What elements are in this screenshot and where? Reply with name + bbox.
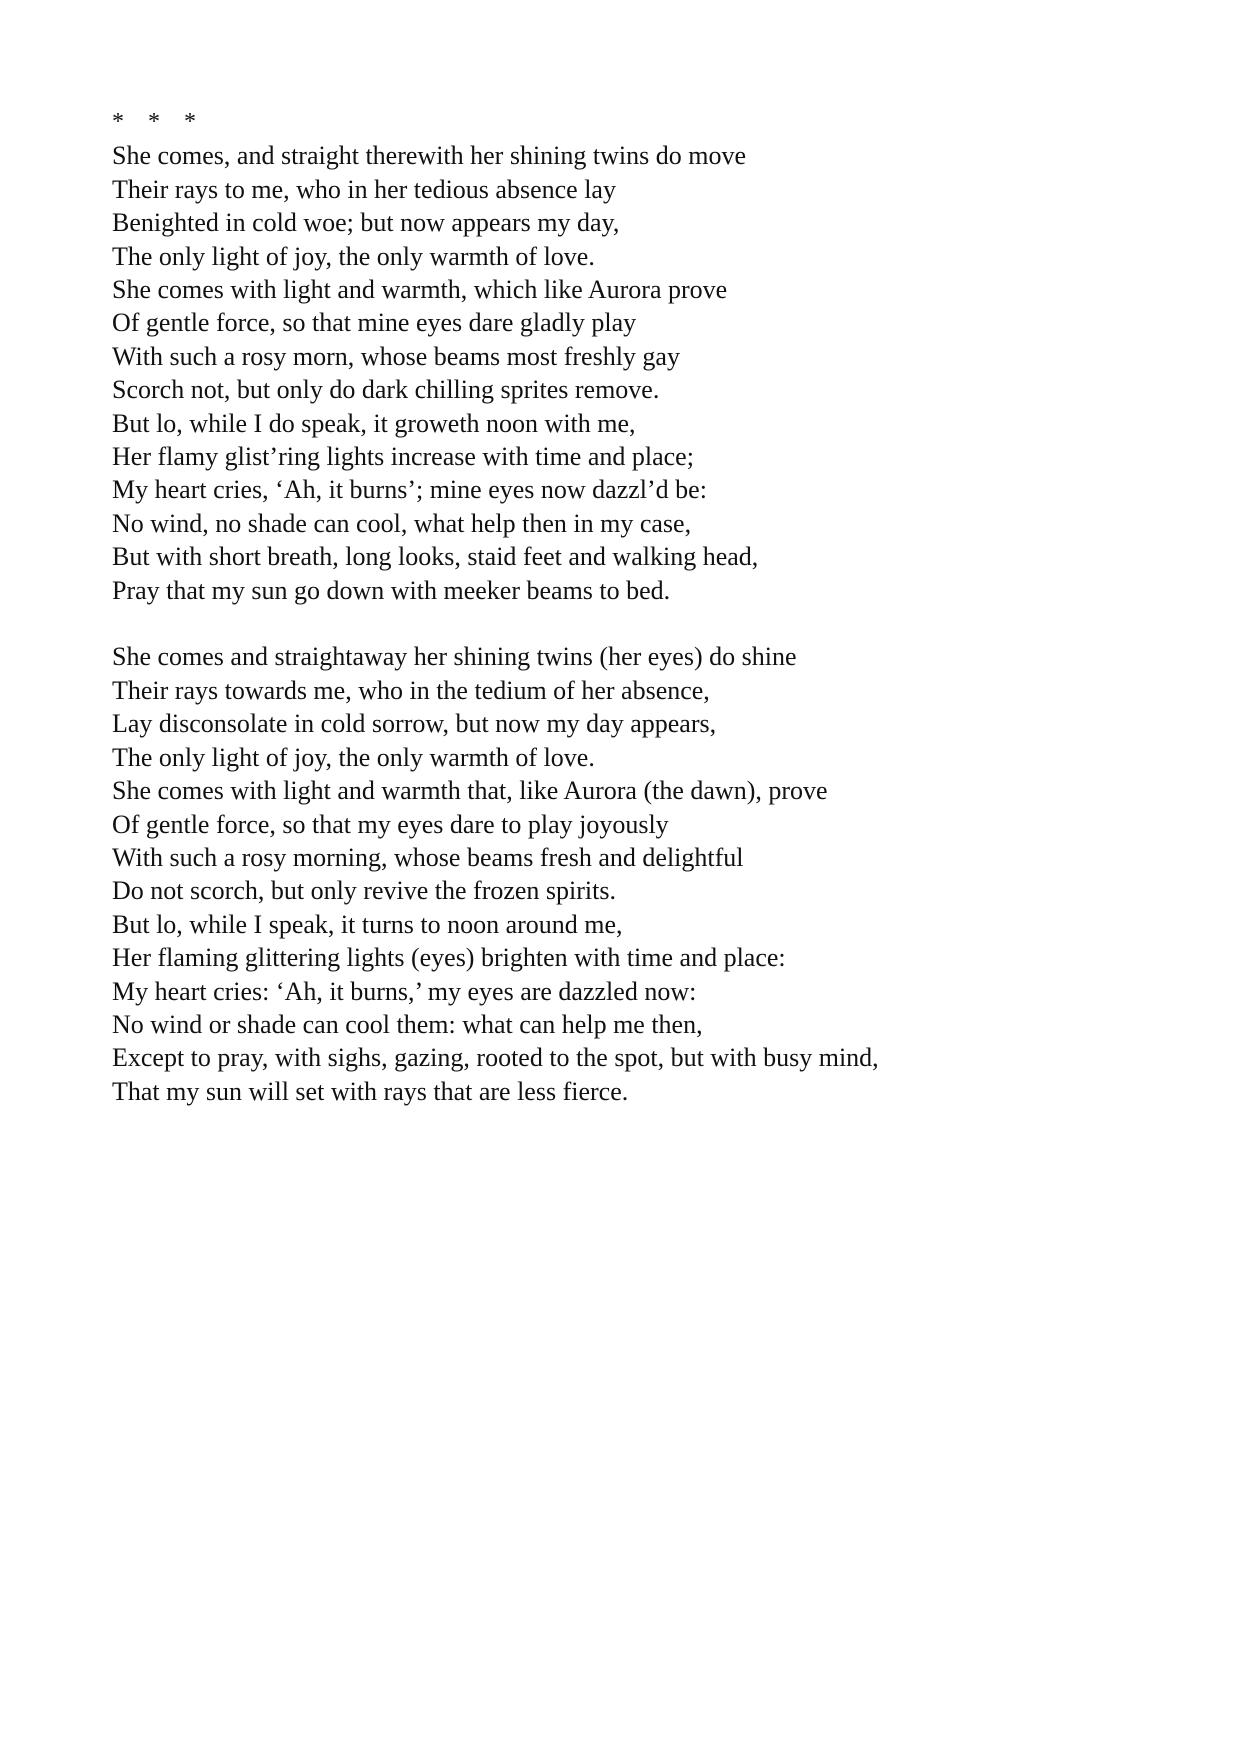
paraphrase-line: No wind or shade can cool them: what can help me then, [112, 1009, 703, 1039]
original-sonnet [112, 139, 1192, 607]
paraphrase-line: My heart cries: ‘Ah, it burns,’ my eyes are dazzled now: [112, 976, 697, 1006]
stanza-gap [112, 607, 1192, 640]
paraphrase-line: With such a rosy morning, whose beams fresh and delightful [112, 842, 744, 872]
paraphrase-line: Of gentle force, so that my eyes dare to play joyously [112, 809, 669, 839]
original-line: Of gentle force, so that mine eyes dare gladly play [112, 308, 637, 338]
paraphrase-line: She comes with light and warmth that, like Aurora (the dawn), prove [112, 776, 828, 806]
original-line: The only light of joy, the only warmth of love. [112, 241, 595, 271]
original-line: Benighted in cold woe; but now appears my day, [112, 208, 620, 238]
paraphrase-line: Do not scorch, but only revive the frozen spirits. [112, 876, 616, 906]
original-line: No wind, no shade can cool, what help then in my case, [112, 508, 692, 538]
paraphrase-line: That my sun will set with rays that are less fierce. [112, 1076, 629, 1106]
paraphrase-line: The only light of joy, the only warmth of love. [112, 742, 595, 772]
original-line: My heart cries, ‘Ah, it burns’; mine eyes now dazzl’d be: [112, 475, 707, 505]
original-line: Scorch not, but only do dark chilling sprites remove. [112, 375, 660, 405]
paraphrase-line: Her flaming glittering lights (eyes) brighten with time and place: [112, 943, 786, 973]
paraphrase-line: But lo, while I speak, it turns to noon around me, [112, 909, 623, 939]
paraphrase-sonnet [112, 640, 1192, 1108]
section-separator: * * * [112, 109, 205, 135]
original-line: With such a rosy morn, whose beams most freshly gay [112, 341, 680, 371]
original-line: Her flamy glist’ring lights increase with time and place; [112, 442, 694, 472]
original-line: She comes, and straight therewith her shining twins do move [112, 141, 747, 171]
original-line: But with short breath, long looks, staid feet and walking head, [112, 542, 759, 572]
original-line: Their rays to me, who in her tedious absence lay [112, 174, 616, 204]
paraphrase-line: Their rays towards me, who in the tedium of her absence, [112, 675, 710, 705]
document-body [112, 106, 1192, 1108]
paraphrase-line: Lay disconsolate in cold sorrow, but now my day appears, [112, 709, 717, 739]
original-line: She comes with light and warmth, which like Aurora prove [112, 275, 728, 305]
paraphrase-line: She comes and straightaway her shining twins (her eyes) do shine [112, 642, 797, 672]
paraphrase-line: Except to pray, with sighs, gazing, rooted to the spot, but with busy mind, [112, 1043, 879, 1073]
original-line: But lo, while I do speak, it groweth noon with me, [112, 408, 636, 438]
original-line: Pray that my sun go down with meeker beams to bed. [112, 575, 671, 605]
